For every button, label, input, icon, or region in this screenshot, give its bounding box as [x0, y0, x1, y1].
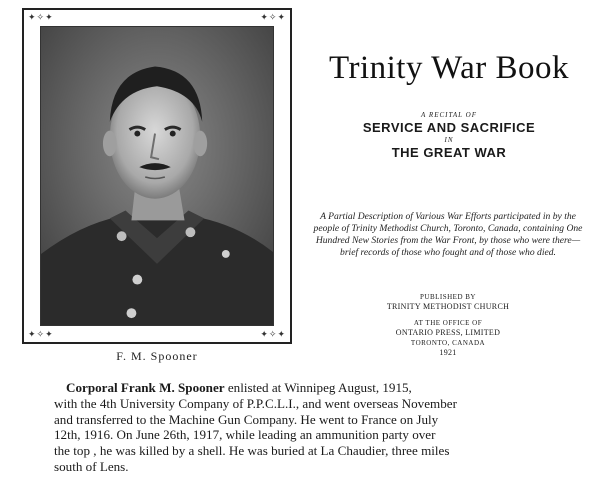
published-by-label: PUBLISHED BY [420, 293, 476, 301]
soldier-portrait-icon [41, 27, 273, 325]
subtitle-main: SERVICE AND SACRIFICE [362, 120, 536, 135]
title-block [298, 50, 600, 160]
ornament-bottom-right-icon: ✦✧✦ [260, 329, 286, 339]
subtitle-war: THE GREAT WAR [391, 145, 507, 160]
biography-line: the top , he was killed by a shell. He was buried at La Chaudier, three miles [54, 443, 450, 459]
portrait-caption: F. M. Spooner [116, 349, 198, 363]
portrait-photo [40, 26, 274, 326]
publisher-church: TRINITY METHODIST CHURCH [386, 302, 510, 311]
ornament-bottom-left-icon: ✦✧✦ [28, 329, 54, 339]
ornament-top-left-icon: ✦✧✦ [28, 12, 54, 22]
biography-line: 12th, 1916. On June 26th, 1917, while leading an ammunition party over [54, 427, 436, 443]
biography-line: with the 4th University Company of P.P.C.L.I., and went overseas November [54, 395, 457, 411]
subtitle-in: IN [444, 136, 454, 144]
book-title: Trinity War Book [328, 50, 570, 86]
biography-line: Corporal Frank M. Spooner enlisted at Winnipeg August, 1915, [66, 380, 412, 395]
book-description: A Partial Description of Various War Efforts participated in by the people of Trinity Methodist Church, Toronto, Canada, containing One Hundred New Stories from the War Front, by those who were there—brief records of those who fought and of those who died. [313, 211, 583, 258]
publisher-block [312, 292, 584, 358]
publisher-press: ONTARIO PRESS, LIMITED [395, 328, 501, 337]
subtitle-small: A RECITAL OF [421, 111, 477, 119]
biography-line: south of Lens. [54, 458, 129, 474]
ornament-top-right-icon: ✦✧✦ [260, 12, 286, 22]
biography-paragraph [54, 380, 586, 475]
biography-line: and transferred to the Machine Gun Company. He went to France on July [54, 411, 439, 427]
soldier-name: Corporal Frank M. Spooner [66, 380, 225, 395]
publisher-city: TORONTO, CANADA [410, 339, 486, 347]
publication-year: 1921 [439, 348, 457, 357]
office-label: AT THE OFFICE OF [413, 319, 483, 327]
portrait-frame [22, 8, 292, 344]
